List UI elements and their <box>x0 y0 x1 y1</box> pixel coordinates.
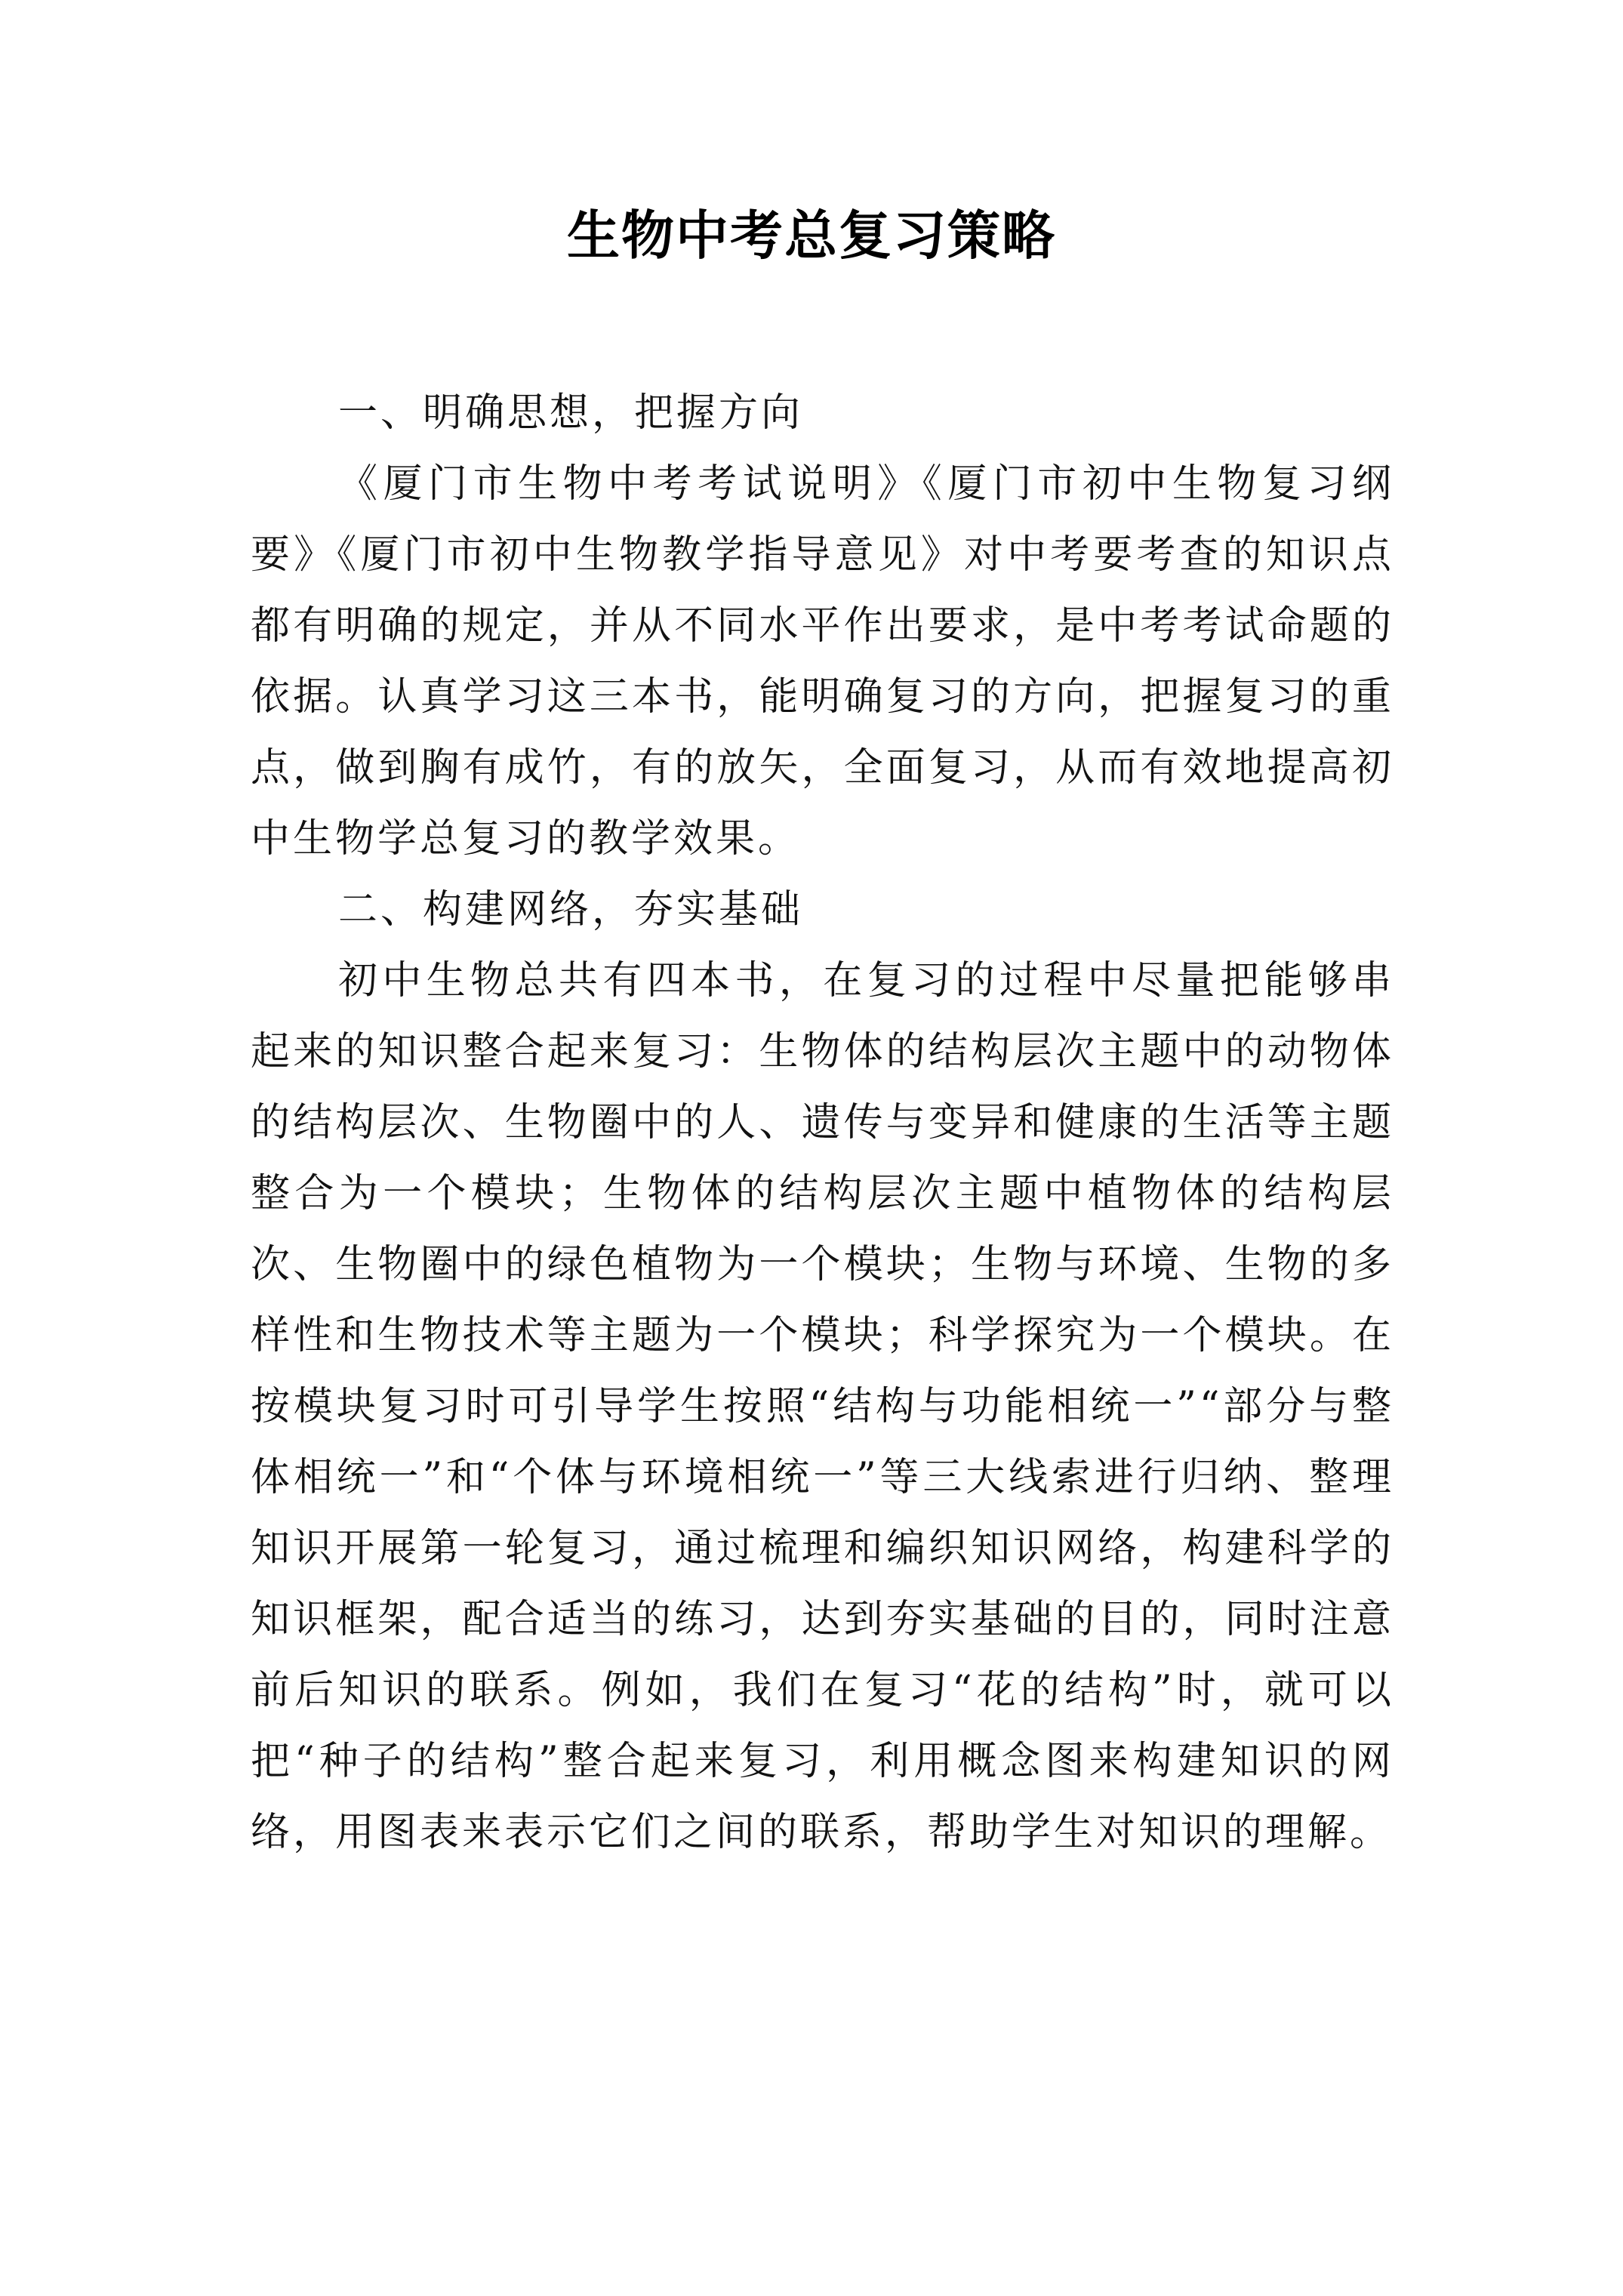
section-heading-2: 二、构建网络，夯实基础 <box>338 887 804 932</box>
section-heading-1: 一、明确思想，把握方向 <box>338 390 804 436</box>
document-title: 生物中考总复习策略 <box>567 204 1056 267</box>
section-paragraph-2: 初中生物总共有四本书，在复习的过程中尽量把能够串起来的知识整合起来复习：生物体的结构层次主题中的动物体的结构层次、生物圈中的人、遗传与变异和健康的生活等主题整合为一个模块；生物体的结构层次主题中植物体的结构层次、生物圈中的绿色植物为一个模块；生物与环境、生物的多样性和生物技术等主题为一个模块；科学探究为一个模块。在按模块复习时可引导学生按照“结构与功能相统一”“部分与整体相统一”和“个体与环境相统一”等三大线索进行归纳、整理知识开展第一轮复习，通过梳理和编织知识网络，构建科学的知识框架，配合适当的练习，达到夯实基础的目的，同时注意前后知识的联系。例如，我们在复习“花的结构”时，就可以把“种子的结构”整合起来复习，利用概念图来构建知识的网络，用图表来表示它们之间的联系，帮助学生对知识的理解。 <box>251 958 1394 1855</box>
section-paragraph-1: 《厦门市生物中考考试说明》《厦门市初中生物复习纲要》《厦门市初中生物教学指导意见》对中考要考查的知识点都有明确的规定，并从不同水平作出要求，是中考考试命题的依据。认真学习这三本书，能明确复习的方向，把握复习的重点，做到胸有成竹，有的放矢，全面复习，从而有效地提高初中生物学总复习的教学效果。 <box>251 461 1394 861</box>
document-body <box>251 378 1394 1868</box>
